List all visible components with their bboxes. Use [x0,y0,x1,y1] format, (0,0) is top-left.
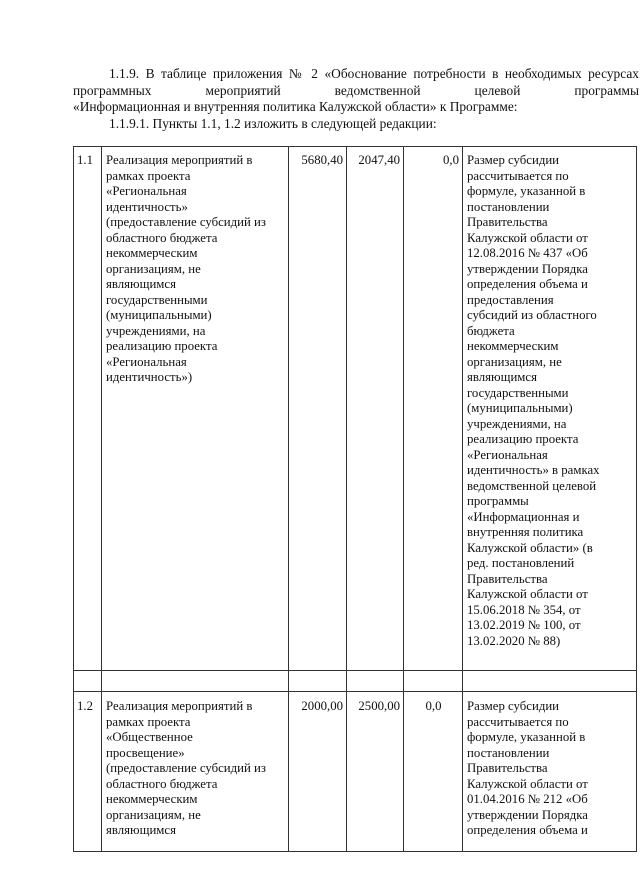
row-number: 1.1 [74,147,102,671]
value-1: 5680,40 [289,147,347,671]
intro-paragraph: 1.1.9. В таблице приложения № 2 «Обоснование потребности в необходимых ресурсах программных мероприятий ведомственной целевой программы [73,66,639,98]
value-2: 2500,00 [347,692,404,852]
value-3: 0,0 [404,147,463,671]
intro-paragraph-2: 1.1.9.1. Пункты 1.1, 1.2 изложить в следующей редакции: [109,116,437,131]
measure-name: Реализация мероприятий в рамках проекта «Общественное просвещение» (предоставление субсидий из областного бюджета некоммерческим организациям, не являющимся [102,692,289,852]
measure-name: Реализация мероприятий в рамках проекта «Региональная идентичность» (предоставление субсидий из областного бюджета некоммерческим организациям, не являющимся государственными (муниципальными) учреждениями, на реализацию проекта «Региональная идентичность») [102,147,289,671]
value-2: 2047,40 [347,147,404,671]
program-table [73,146,637,852]
value-3: 0,0 [404,692,463,852]
row-number: 1.2 [74,692,102,852]
table-row [74,147,637,671]
calculation-basis: Размер субсидии рассчитывается по формуле, указанной в постановлении Правительства Калужской области от 01.04.2016 № 212 «Об утверждении Порядка определения объема и [463,692,637,852]
intro-paragraph-end: «Информационная и внутренняя политика Калужской области» к Программе: [73,99,518,114]
value-1: 2000,00 [289,692,347,852]
row-gap [74,671,637,692]
calculation-basis: Размер субсидии рассчитывается по формуле, указанной в постановлении Правительства Калужской области от 12.08.2016 № 437 «Об утверждении Порядка определения объема и предоставления субсидий из областного бюджета некоммерческим организациям, не являющимся государственными (муниципальными) учреждениями, на реализацию проекта «Региональная идентичность» в рамках ведомственной целевой программы «Информационная и внутренняя политика Калужской области» (в ред. постановлений Правительства Калужской области от 15.06.2018 № 354, от 13.02.2019 № 100, от 13.02.2020 № 88) [463,147,637,671]
table-row [74,692,637,852]
